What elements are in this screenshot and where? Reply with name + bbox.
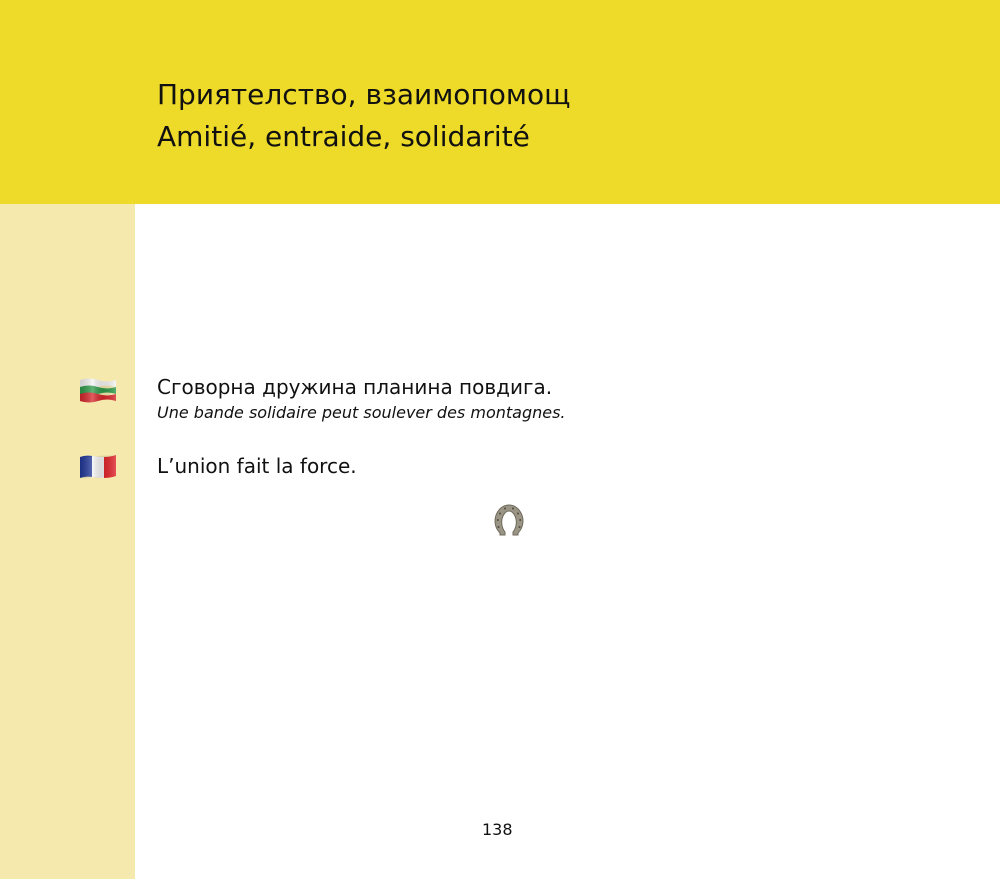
chapter-header	[0, 0, 1000, 204]
side-margin-band	[0, 204, 135, 879]
chapter-title-bulgarian: Приятелство, взаимопомощ	[157, 78, 571, 111]
proverb-bulgarian: Сговорна дружина планина повдига.	[157, 375, 553, 399]
bulgaria-flag-icon	[79, 377, 117, 405]
chapter-title-french: Amitié, entraide, solidarité	[157, 120, 530, 153]
page-number: 138	[482, 820, 513, 839]
france-flag-icon	[79, 454, 117, 482]
proverb-bulgarian-translation: Une bande solidaire peut soulever des montagnes.	[157, 403, 566, 422]
horseshoe-icon	[491, 502, 527, 538]
proverb-french: L’union fait la force.	[157, 454, 357, 478]
